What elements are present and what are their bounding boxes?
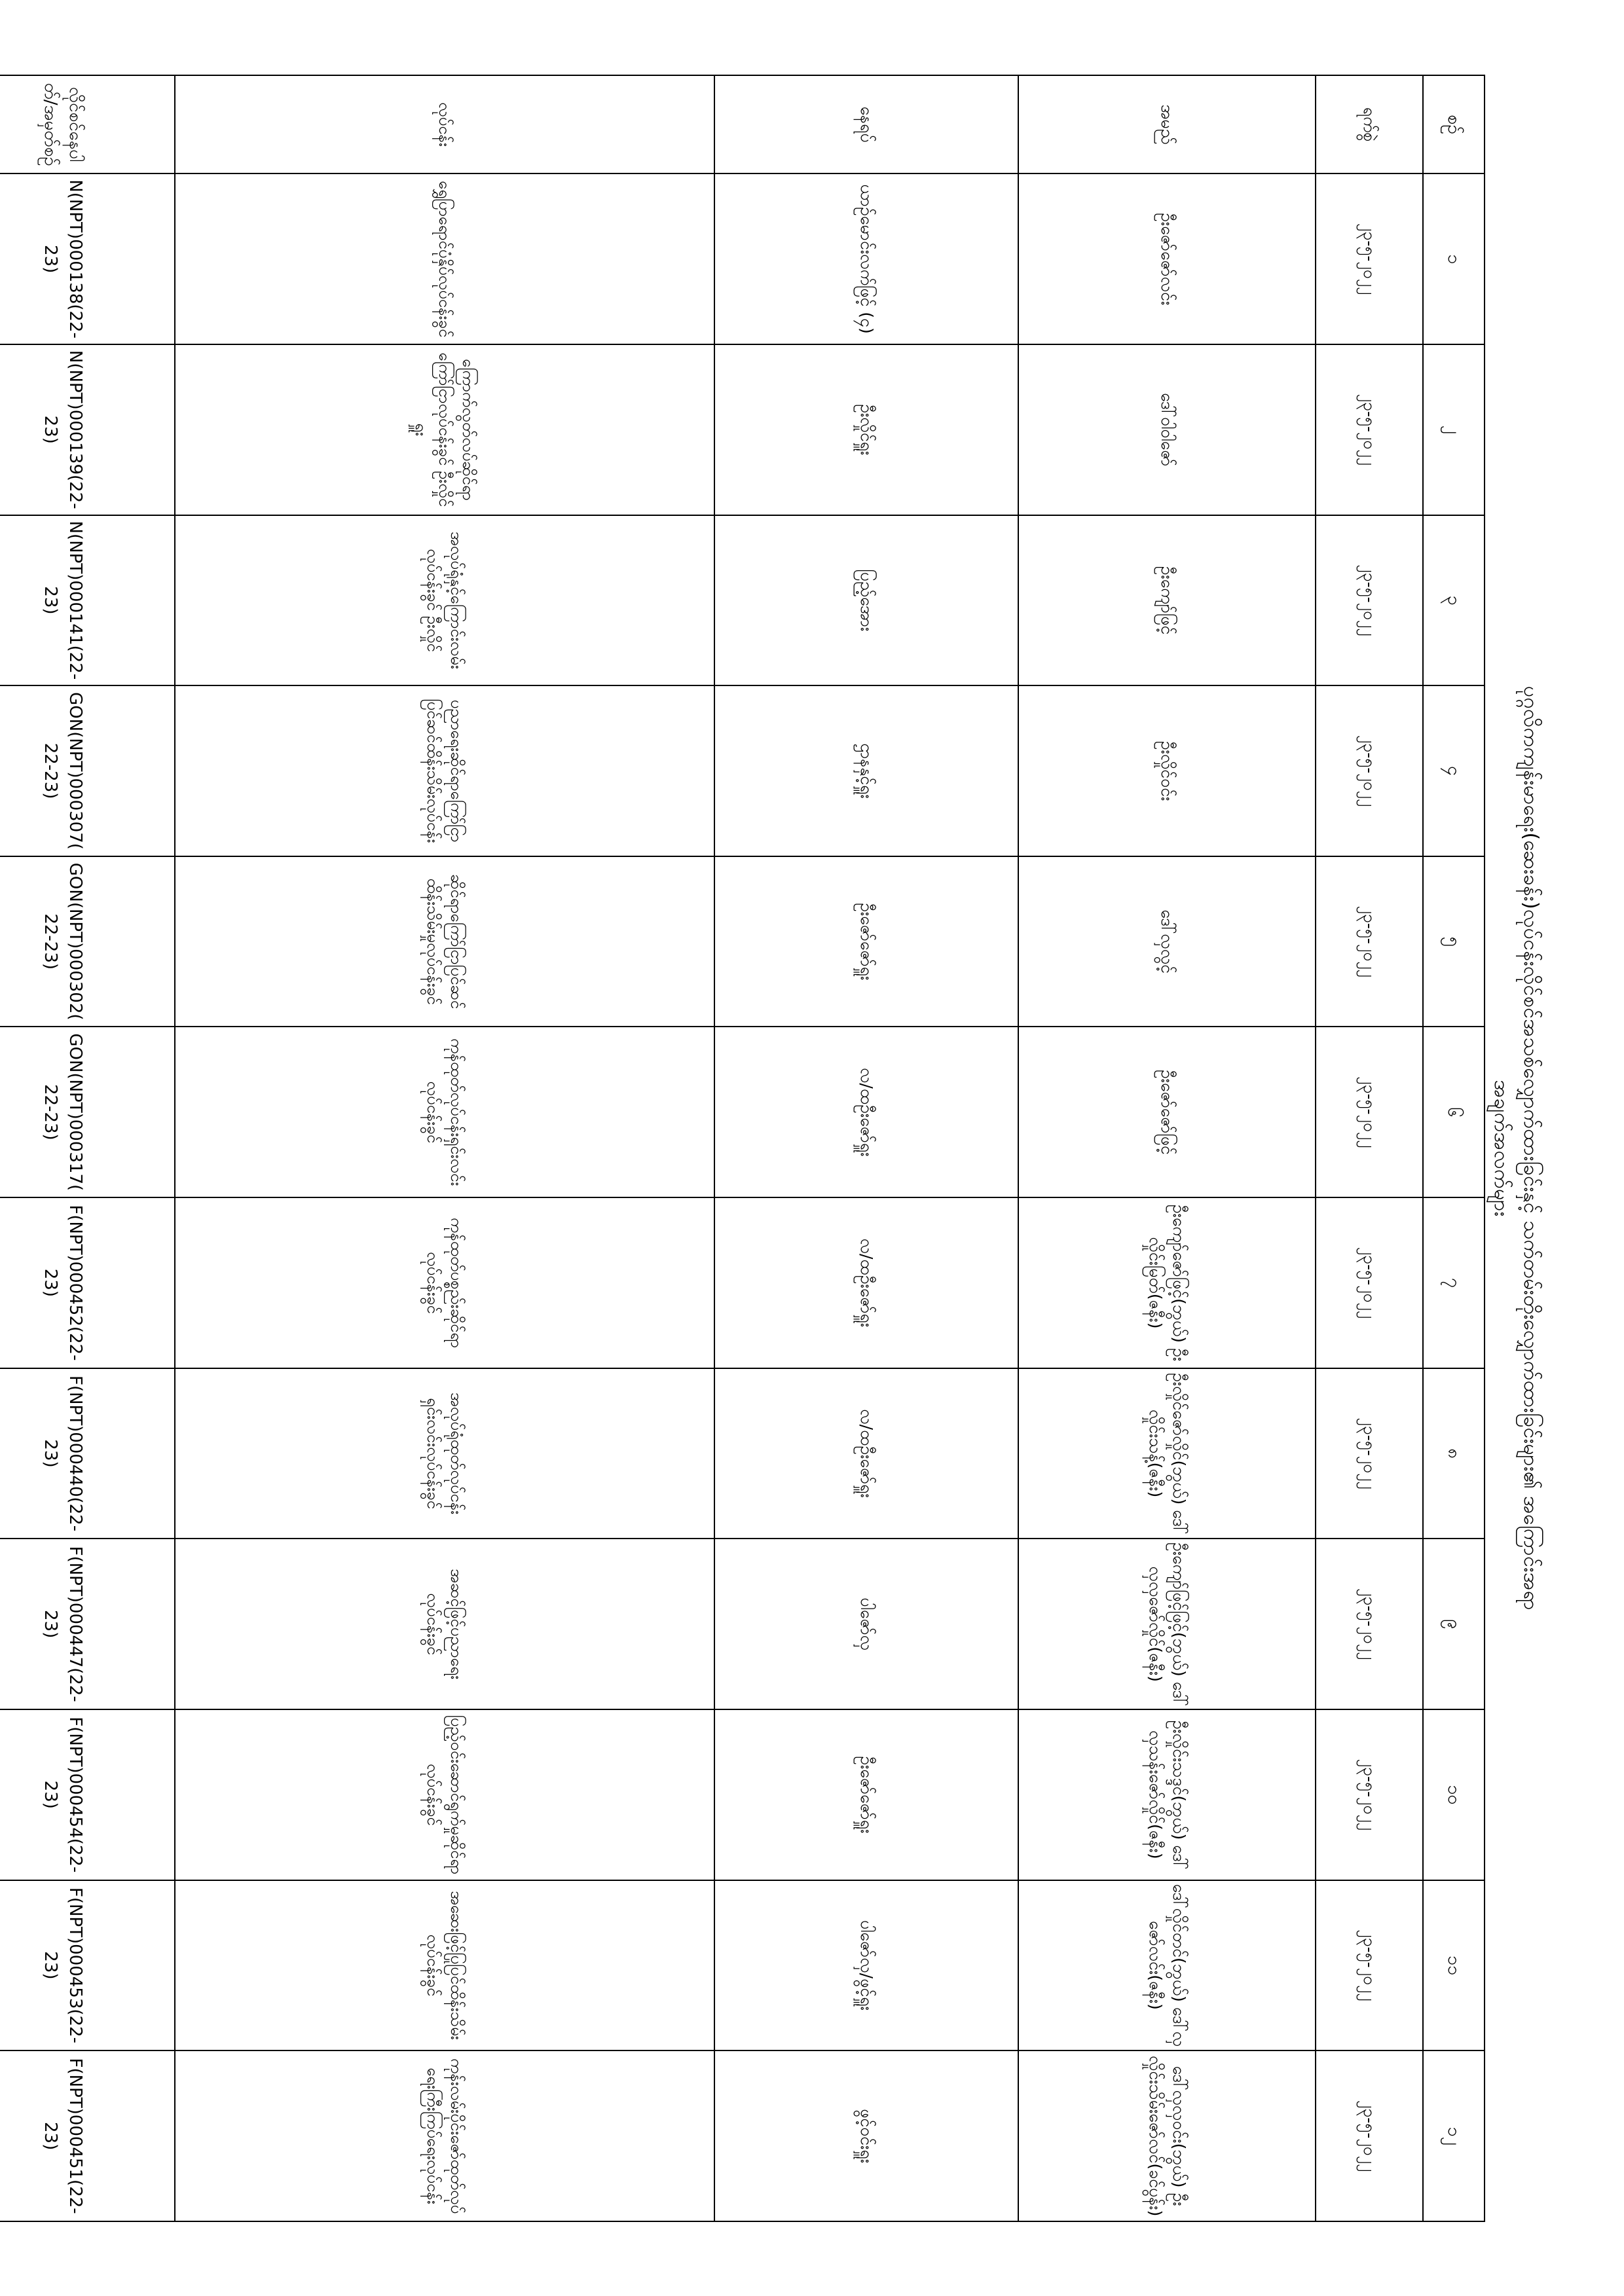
row-label-name: အမည်	[1018, 75, 1316, 173]
cell-date: ၂၃-၅-၂၀၂၂	[1316, 515, 1423, 685]
license-table	[0, 75, 1485, 2222]
row-label-no: စဉ်	[1423, 75, 1485, 173]
cell-date: ၂၃-၅-၂၀၂၂	[1316, 1027, 1423, 1197]
table-row-registration	[0, 75, 175, 2221]
cell-address: လ/ထဦးဇော်ရှူး	[714, 1368, 1018, 1539]
document-title-line2: အချက်အလက်များ	[1490, 1080, 1513, 1216]
cell-no: ၅	[1423, 856, 1485, 1027]
cell-work: ပညာရေးဆိုင်ရာကြော်ငြာပြင်ဆင်ထိန်းသိမ်းလုပ်ငန်း	[175, 685, 714, 856]
cell-work: ကြောက်လွတ်လပ်ဆိုင်ရာကြော်ငြာလုပ်ငန်းခွင် ဦးလှိုင်ရှူး	[175, 344, 714, 515]
cell-no: ၂	[1423, 344, 1485, 515]
cell-registration: F(NPT)000452(22-23)	[0, 1197, 175, 1368]
cell-registration: F(NPT)000440(22-23)	[0, 1368, 175, 1539]
document-title	[1486, 75, 1545, 2222]
cell-registration: F(NPT)000451(22-23)	[0, 2050, 175, 2221]
table-row-name	[1018, 75, 1316, 2221]
cell-no: ၁၀	[1423, 1709, 1485, 1880]
cell-date: ၂၃-၅-၂၀၂၂	[1316, 1197, 1423, 1368]
row-label-date: ရက်စွဲ	[1316, 75, 1423, 173]
cell-registration: F(NPT)000447(22-23)	[0, 1539, 175, 1709]
cell-registration: N(NPT)000138(22-23)	[0, 173, 175, 344]
cell-address: ပါဇော်လှ/ဖွင့်ရှူး	[714, 1880, 1018, 2050]
cell-registration: GON(NPT)000307(22-23)	[0, 685, 175, 856]
table-row-date	[1316, 75, 1423, 2221]
cell-address: ဖွင့်ဝင်းရှူး	[714, 2050, 1018, 2221]
cell-name: ဒေါ်လှလွင့်	[1018, 856, 1316, 1027]
cell-date: ၂၃-၅-၂၀၂၂	[1316, 685, 1423, 856]
table-row-no	[1423, 75, 1485, 2221]
cell-address: လ/ထဦးဇော်ရှူး	[714, 1197, 1018, 1368]
cell-address: ဦးဇော်ဇော်ရှူး	[714, 1709, 1018, 1880]
cell-work: ပြည့်ဝင်းဆောင်ရွက်မှုဆိုင်ရာလုပ်ငန်းခွင်	[175, 1709, 714, 1880]
cell-date: ၂၃-၅-၂၀၂၂	[1316, 2050, 1423, 2221]
cell-registration: GON(NPT)000302(22-23)	[0, 856, 175, 1027]
cell-name: ဦးကျော်ဖြင့်ဖြင့်(ဘွယ်) ဒေါ်လှလှဇော်လှိုင်(ဇနီး)	[1018, 1539, 1316, 1709]
cell-work: ဆိုင်ရာကြော်ငြာပြင်ဆင်ထိန်းသိမ်းမှုလုပ်ငန်းခွင်	[175, 856, 714, 1027]
cell-address: ပါဇော်လှ	[714, 1539, 1018, 1709]
cell-date: ၂၃-၅-၂၀၂၂	[1316, 1709, 1423, 1880]
cell-date: ၂၃-၅-၂၀၂၂	[1316, 856, 1423, 1027]
cell-work: အဆင့်ဖြင့်ပညာရေးလုပ်ငန်းခွင်	[175, 1539, 714, 1709]
cell-address: လ/ထဦးဇော်ရှူး	[714, 1027, 1018, 1197]
cell-name: ဒေါ်လှလှဝင်း(ဘွယ်) ဦးလှိုင်းသိမ်းဇော်လင်(ခင်ပွန်း)	[1018, 2050, 1316, 2221]
table-row-work	[175, 75, 714, 2221]
cell-registration: F(NPT)000453(22-23)	[0, 1880, 175, 2050]
cell-work: ကုန်းလမ်းပိုင်းဇော်ထုတ်လုပ်ရေးကြီးကြပ်ရေးလုပ်ငန်း	[175, 2050, 714, 2221]
cell-no: ၃	[1423, 515, 1485, 685]
cell-no: ၉	[1423, 1539, 1485, 1709]
cell-address: ပြည့်အေား	[714, 515, 1018, 685]
row-label-work: လုပ်ငန်း	[175, 75, 714, 173]
rotated-content	[41, 75, 1545, 2222]
cell-work: ကုန်ထုတ်ပစ္စည်းဆိုင်ရာလုပ်ငန်းခွင်	[175, 1197, 714, 1368]
cell-date: ၂၃-၅-၂၀၂၂	[1316, 1368, 1423, 1539]
cell-address: ဌာနနှင့်ရှူး	[714, 685, 1018, 856]
cell-no: ၁	[1423, 173, 1485, 344]
cell-no: ၇	[1423, 1197, 1485, 1368]
cell-name: ဦးလှိုင်ဇော်လှိုင်(ဘွယ်) ဒေါ်လှိုင်းသန့်(ဇနီး)	[1018, 1368, 1316, 1539]
table-row-address	[714, 75, 1018, 2221]
cell-date: ၂၃-၅-၂၀၂၂	[1316, 1880, 1423, 2050]
cell-date: ၂၃-၅-၂၀၂၂	[1316, 173, 1423, 344]
document-title-line1: ပုဂ္ဂလိကကျန်းမာရေး(ဆေးခန်း)လုပ်ငန်းလိုင်စင်အသစ်လျှောက်ထားခြင်းနှင့် သက်တမ်းတိုးလျှောက်ထားခြင်းများ၏ အကြောင်းအရာ	[1519, 685, 1542, 1611]
cell-registration: GON(NPT)000317(22-23)	[0, 1027, 175, 1197]
cell-work: ရွှေပြာရောင်ပုံနှိပ်လုပ်ငန်းခွင်	[175, 173, 714, 344]
cell-name: ဦးလှိုင်းသဒ္ဒင်(ဘွယ်) ဒေါ်လှသန်းဇော်လှိုင်(ဇနီး)	[1018, 1709, 1316, 1880]
cell-no: ၆	[1423, 1027, 1485, 1197]
cell-name: ဦးဇော်ဇော်လင်း	[1018, 173, 1316, 344]
cell-work: ကုန်ထုတ်လုပ်ငန်းရှင်းလင်းလုပ်ငန်းခွင်	[175, 1027, 714, 1197]
cell-work: အဆေးဖြင့်ပြုပြင်ထိန်းသိမ်းလုပ်ငန်းခွင်	[175, 1880, 714, 2050]
cell-work: အလုပ်ရုံထုတ်လုပ်ငန်းရှင်းလင်းလုပ်ငန်းခွင်	[175, 1368, 714, 1539]
cell-address: ဦးလှိုင်ရှူး	[714, 344, 1018, 515]
cell-date: ၂၃-၅-၂၀၂၂	[1316, 344, 1423, 515]
cell-name: ဦးကျော်ဖြင့်	[1018, 515, 1316, 685]
cell-name: ဦးဇော်ဇော်ဖြင့်	[1018, 1027, 1316, 1197]
cell-no: ၁၁	[1423, 1880, 1485, 2050]
cell-no: ၈	[1423, 1368, 1485, 1539]
cell-no: ၄	[1423, 685, 1485, 856]
cell-name: ဦးလှိုင်ဝင်း	[1018, 685, 1316, 856]
cell-address: ယာဉ်မောင်းလက်ဖြင့် (၄)	[714, 173, 1018, 344]
cell-name: ဒေါ်လှိုင်တင်(ဘွယ်) ဒေါ်လှဇော်လင်း(ဇနီး)	[1018, 1880, 1316, 2050]
cell-date: ၂၃-၅-၂၀၂၂	[1316, 1539, 1423, 1709]
row-label-address: နေရပ်	[714, 75, 1018, 173]
cell-registration: N(NPT)000141(22-23)	[0, 515, 175, 685]
cell-registration: F(NPT)000454(22-23)	[0, 1709, 175, 1880]
row-label-registration: လိုင်စင်နေပါတ်/အမှတ်စဉ်	[0, 75, 175, 173]
cell-name: ဒေါ်ဝါဝါဇော်	[1018, 344, 1316, 515]
cell-registration: N(NPT)000139(22-23)	[0, 344, 175, 515]
cell-address: ဦးဇော်ဇော်ရှူး	[714, 856, 1018, 1027]
cell-no: ၁၂	[1423, 2050, 1485, 2221]
cell-name: ဦးကျော်ဇော်ဖြင့်(ဘွယ်) ဦးလှိုင်းမြတ်(ဇနီး)	[1018, 1197, 1316, 1368]
cell-work: အလုပ်ရုံနှင့်ကြောင်းလမ်းလုပ်ငန်းခွင် ဦးလှိုင်	[175, 515, 714, 685]
